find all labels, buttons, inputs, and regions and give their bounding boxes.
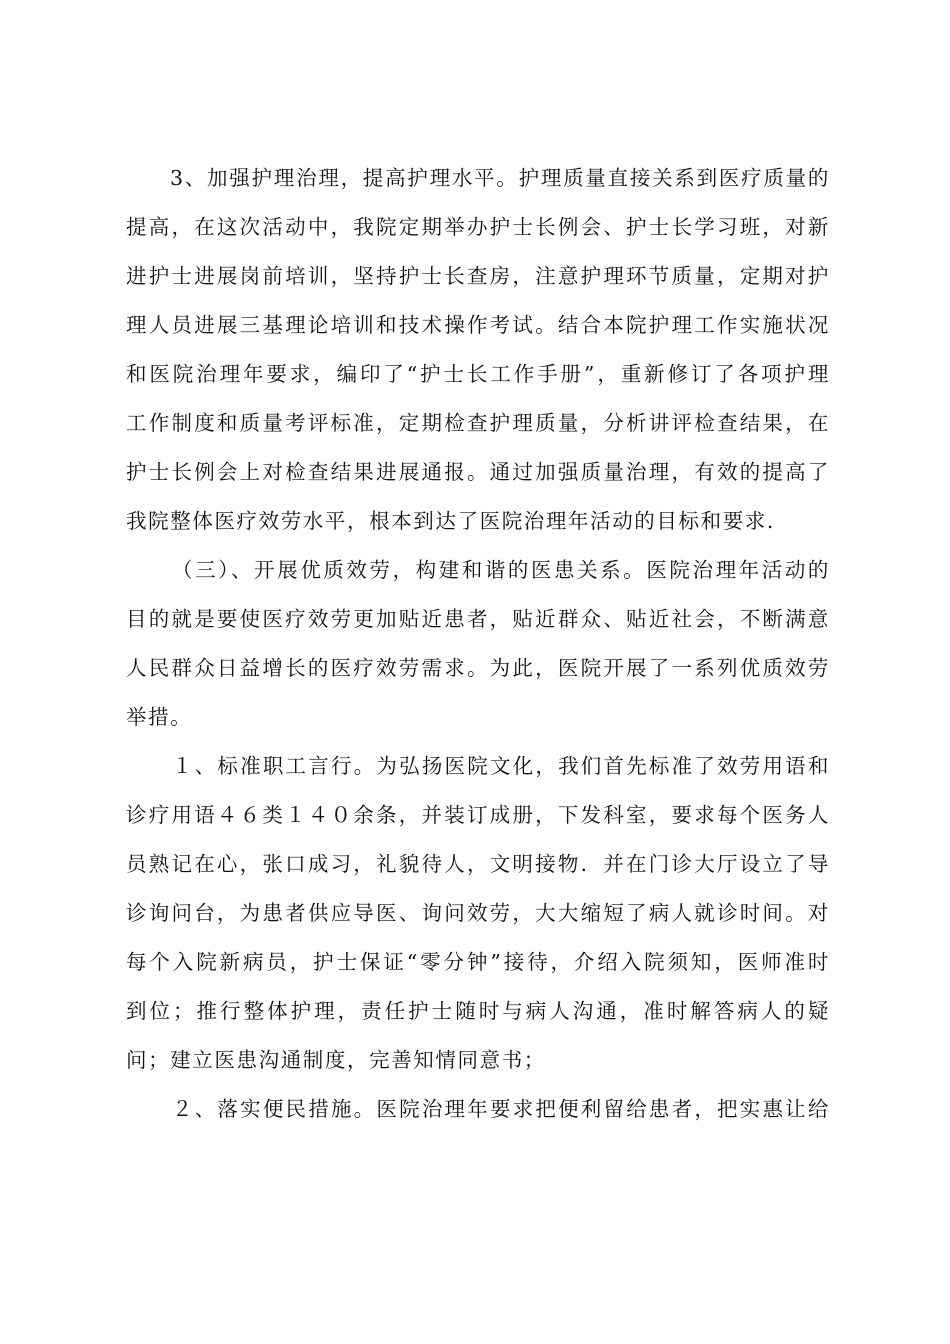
paragraph-2-line-4: 举措。	[126, 705, 193, 729]
paragraph-3-line-5: 每个入院新病员，护士保证“零分钟”接待，介绍入院须知，医师准时	[126, 950, 830, 974]
paragraph-3-line-3: 员熟记在心，张口成习，礼貌待人，文明接物．并在门诊大厅设立了导	[126, 852, 830, 876]
paragraph-1-line-2: 提高，在这次活动中，我院定期举办护士长例会、护士长学习班，对新	[126, 215, 830, 239]
paragraph-1-line-6: 工作制度和质量考评标准，定期检查护理质量，分析讲评检查结果，在	[126, 411, 830, 435]
paragraph-1-line-5: 和医院治理年要求，编印了“护士长工作手册”，重新修订了各项护理	[126, 362, 830, 386]
paragraph-3-line-1: １、标准职工言行。为弘扬医院文化，我们首先标准了效劳用语和	[172, 754, 830, 778]
paragraph-1-line-7: 护士长例会上对检查结果进展通报。通过加强质量治理，有效的提高了	[126, 460, 830, 484]
paragraph-1-line-3: 进护士进展岗前培训，坚持护士长查房，注意护理环节质量，定期对护	[126, 264, 830, 288]
paragraph-3-line-4: 诊询问台，为患者供应导医、询问效劳，大大缩短了病人就诊时间。对	[126, 901, 830, 925]
paragraph-3-line-7: 问；建立医患沟通制度，完善知情同意书；	[126, 1048, 546, 1072]
paragraph-1-line-8: 我院整体医疗效劳水平，根本到达了医院治理年活动的目标和要求.	[126, 509, 776, 533]
paragraph-2-line-1: （三）、开展优质效劳，构建和谐的医患关系。医院治理年活动的	[172, 558, 830, 582]
paragraph-3-line-6: 到位；推行整体护理，责任护士随时与病人沟通，准时解答病人的疑	[126, 999, 830, 1023]
paragraph-2-line-2: 目的就是要使医疗效劳更加贴近患者，贴近群众、贴近社会，不断满意	[126, 607, 830, 631]
paragraph-1-line-1: 3、加强护理治理，提高护理水平。护理质量直接关系到医疗质量的	[170, 166, 830, 190]
paragraph-4-line-1: ２、落实便民措施。医院治理年要求把便利留给患者，把实惠让给	[172, 1097, 830, 1121]
paragraph-1-line-4: 理人员进展三基理论培训和技术操作考试。结合本院护理工作实施状况	[126, 313, 830, 337]
paragraph-3-line-2: 诊疗用语４６类１４０余条，并装订成册，下发科室，要求每个医务人	[126, 803, 830, 827]
paragraph-2-line-3: 人民群众日益增长的医疗效劳需求。为此，医院开展了一系列优质效劳	[126, 656, 830, 680]
